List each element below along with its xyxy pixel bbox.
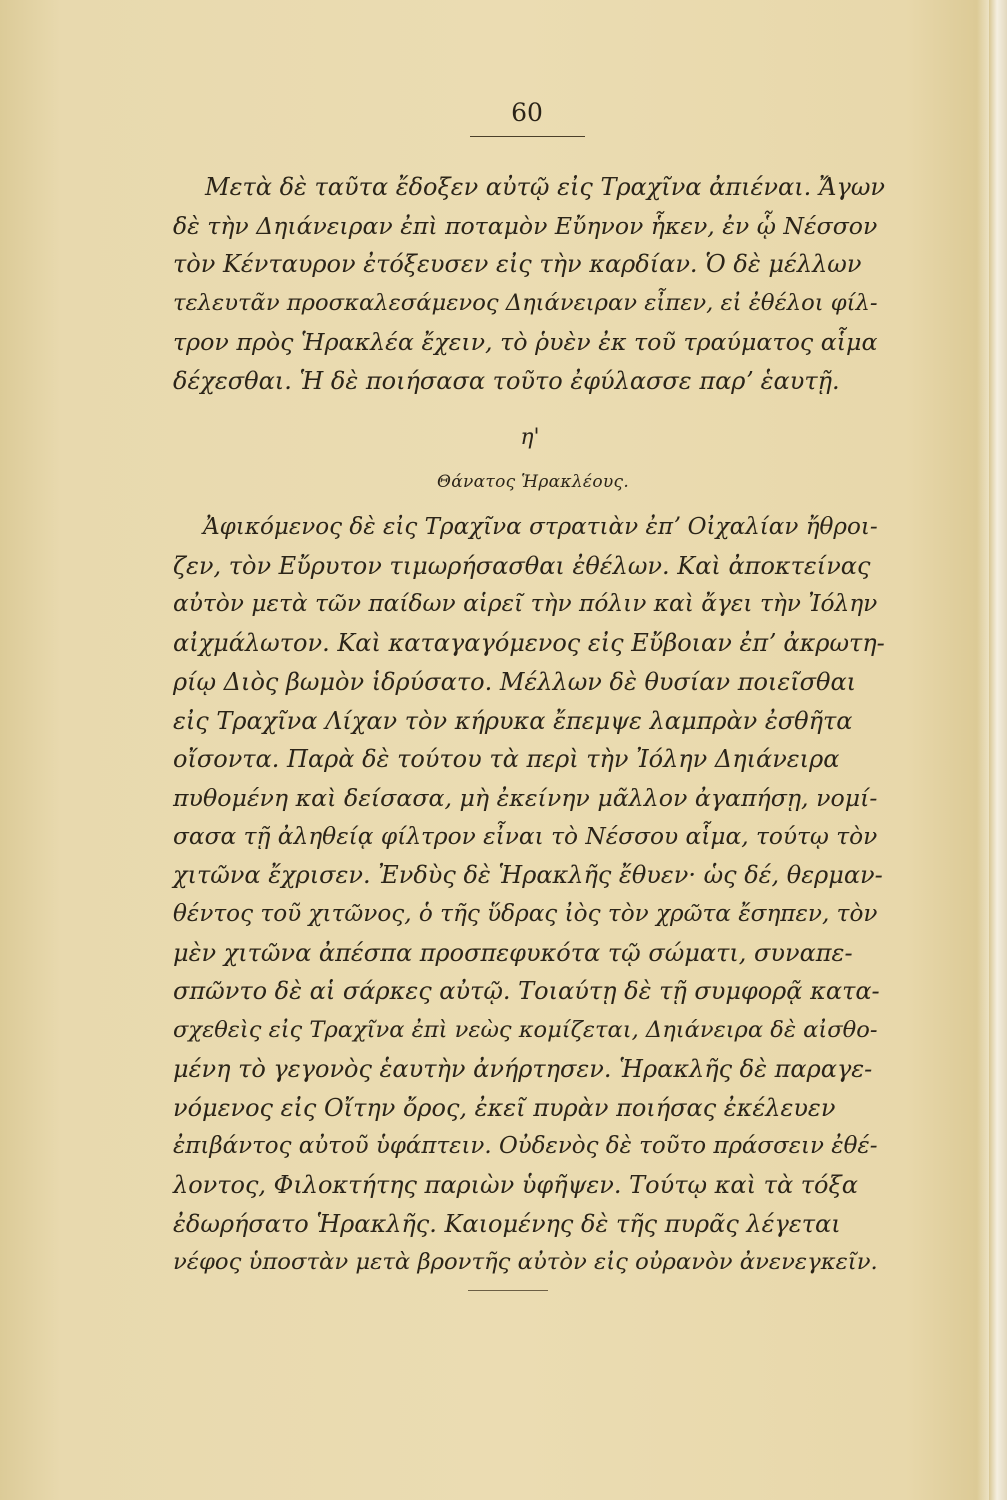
paragraph-1 — [173, 168, 885, 400]
text-line: Μετὰ δὲ ταῦτα ἔδοξεν αὐτῷ εἰς Τραχῖνα ἀπιέναι. Ἄγων — [205, 173, 885, 201]
text-line: δέχεσθαι. Ἡ δὲ ποιήσασα τοῦτο ἐφύλασσε παρʼ ἑαυτῇ. — [173, 366, 840, 395]
text-line: ρίῳ Διὸς βωμὸν ἱδρύσατο. Μέλλων δὲ θυσίαν ποιεῖσθαι — [173, 667, 857, 696]
page-number: 60 — [511, 98, 543, 127]
text-line: μένη τὸ γεγονὸς ἑαυτὴν ἀνήρτησεν. Ἡρακλῆς δὲ παραγε- — [173, 1054, 873, 1083]
text-line: ἐδωρήσατο Ἡρακλῆς. Καιομένης δὲ τῆς πυρᾶς λέγεται — [173, 1209, 841, 1238]
text-line: οἴσοντα. Παρὰ δὲ τούτου τὰ περὶ τὴν Ἰόλην Δηιάνειρα — [173, 745, 840, 774]
header-rule — [470, 136, 585, 137]
text-line: θέντος τοῦ χιτῶνος, ὁ τῆς ὕδρας ἰὸς τὸν χρῶτα ἔσηπεν, τὸν — [173, 901, 878, 928]
page-edge — [989, 0, 1007, 1500]
paragraph-2 — [173, 508, 885, 1282]
end-rule — [468, 1290, 548, 1291]
text-line: νόμενος εἰς Οἴτην ὄρος, ἐκεῖ πυρὰν ποιήσας ἐκέλευεν — [173, 1093, 836, 1122]
text-line: χιτῶνα ἔχρισεν. Ἐνδὺς δὲ Ἡρακλῆς ἔθυεν· ὡς δέ, θερμαν- — [173, 861, 883, 890]
section-number: η' — [520, 425, 540, 450]
text-line: δὲ τὴν Δηιάνειραν ἐπὶ ποταμὸν Εὔηνον ἧκεν, ἐν ᾧ Νέσσον — [173, 211, 878, 240]
text-line: μὲν χιτῶνα ἀπέσπα προσπεφυκότα τῷ σώματι, συναπε- — [173, 938, 853, 967]
text-line: τρον πρὸς Ἡρακλέα ἔχειν, τὸ ῥυὲν ἐκ τοῦ τραύματος αἷμα — [173, 327, 878, 356]
text-line: τὸν Κένταυρον ἐτόξευσεν εἰς τὴν καρδίαν. Ὁ δὲ μέλλων — [173, 250, 862, 279]
text-line: εἰς Τραχῖνα Λίχαν τὸν κήρυκα ἔπεμψε λαμπρὰν ἐσθῆτα — [173, 706, 853, 735]
text-line: λοντος, Φιλοκτήτης παριὼν ὑφῆψεν. Τούτῳ καὶ τὰ τόξα — [173, 1170, 858, 1199]
text-line: Ἀφικόμενος δὲ εἰς Τραχῖνα στρατιὰν ἐπʼ Οἰχαλίαν ἤθροι- — [203, 514, 878, 540]
section-title: Θάνατος Ἡρακλέους. — [436, 472, 630, 492]
text-line: σχεθεὶς εἰς Τραχῖνα ἐπὶ νεὼς κομίζεται, Δηιάνειρα δὲ αἰσθο- — [173, 1017, 878, 1044]
text-line: νέφος ὑποστὰν μετὰ βροντῆς αὐτὸν εἰς οὐρανὸν ἀνενεγκεῖν. — [173, 1249, 878, 1276]
text-line: τελευτᾶν προσκαλεσάμενος Δηιάνειραν εἶπεν, εἰ ἐθέλοι φίλ- — [173, 290, 878, 317]
text-line: σπῶντο δὲ αἱ σάρκες αὐτῷ. Τοιαύτῃ δὲ τῇ συμφορᾷ κατα- — [173, 977, 880, 1006]
text-line: σασα τῇ ἀληθείᾳ φίλτρον εἶναι τὸ Νέσσου αἷμα, τούτῳ τὸν — [173, 822, 878, 850]
text-line: ἐπιβάντος αὐτοῦ ὑφάπτειν. Οὐδενὸς δὲ τοῦτο πράσσειν ἐθέ- — [173, 1133, 878, 1160]
text-line: αὐτὸν μετὰ τῶν παίδων αἱρεῖ τὴν πόλιν καὶ ἄγει τὴν Ἰόλην — [173, 590, 878, 618]
text-line: αἰχμάλωτον. Καὶ καταγαγόμενος εἰς Εὔβοιαν ἐπʼ ἀκρωτη- — [173, 629, 885, 658]
text-line: ζεν, τὸν Εὔρυτον τιμωρήσασθαι ἐθέλων. Καὶ ἀποκτείνας — [173, 551, 871, 580]
text-line: πυθομένη καὶ δείσασα, μὴ ἐκείνην μᾶλλον ἀγαπήσῃ, νομί- — [173, 783, 878, 812]
